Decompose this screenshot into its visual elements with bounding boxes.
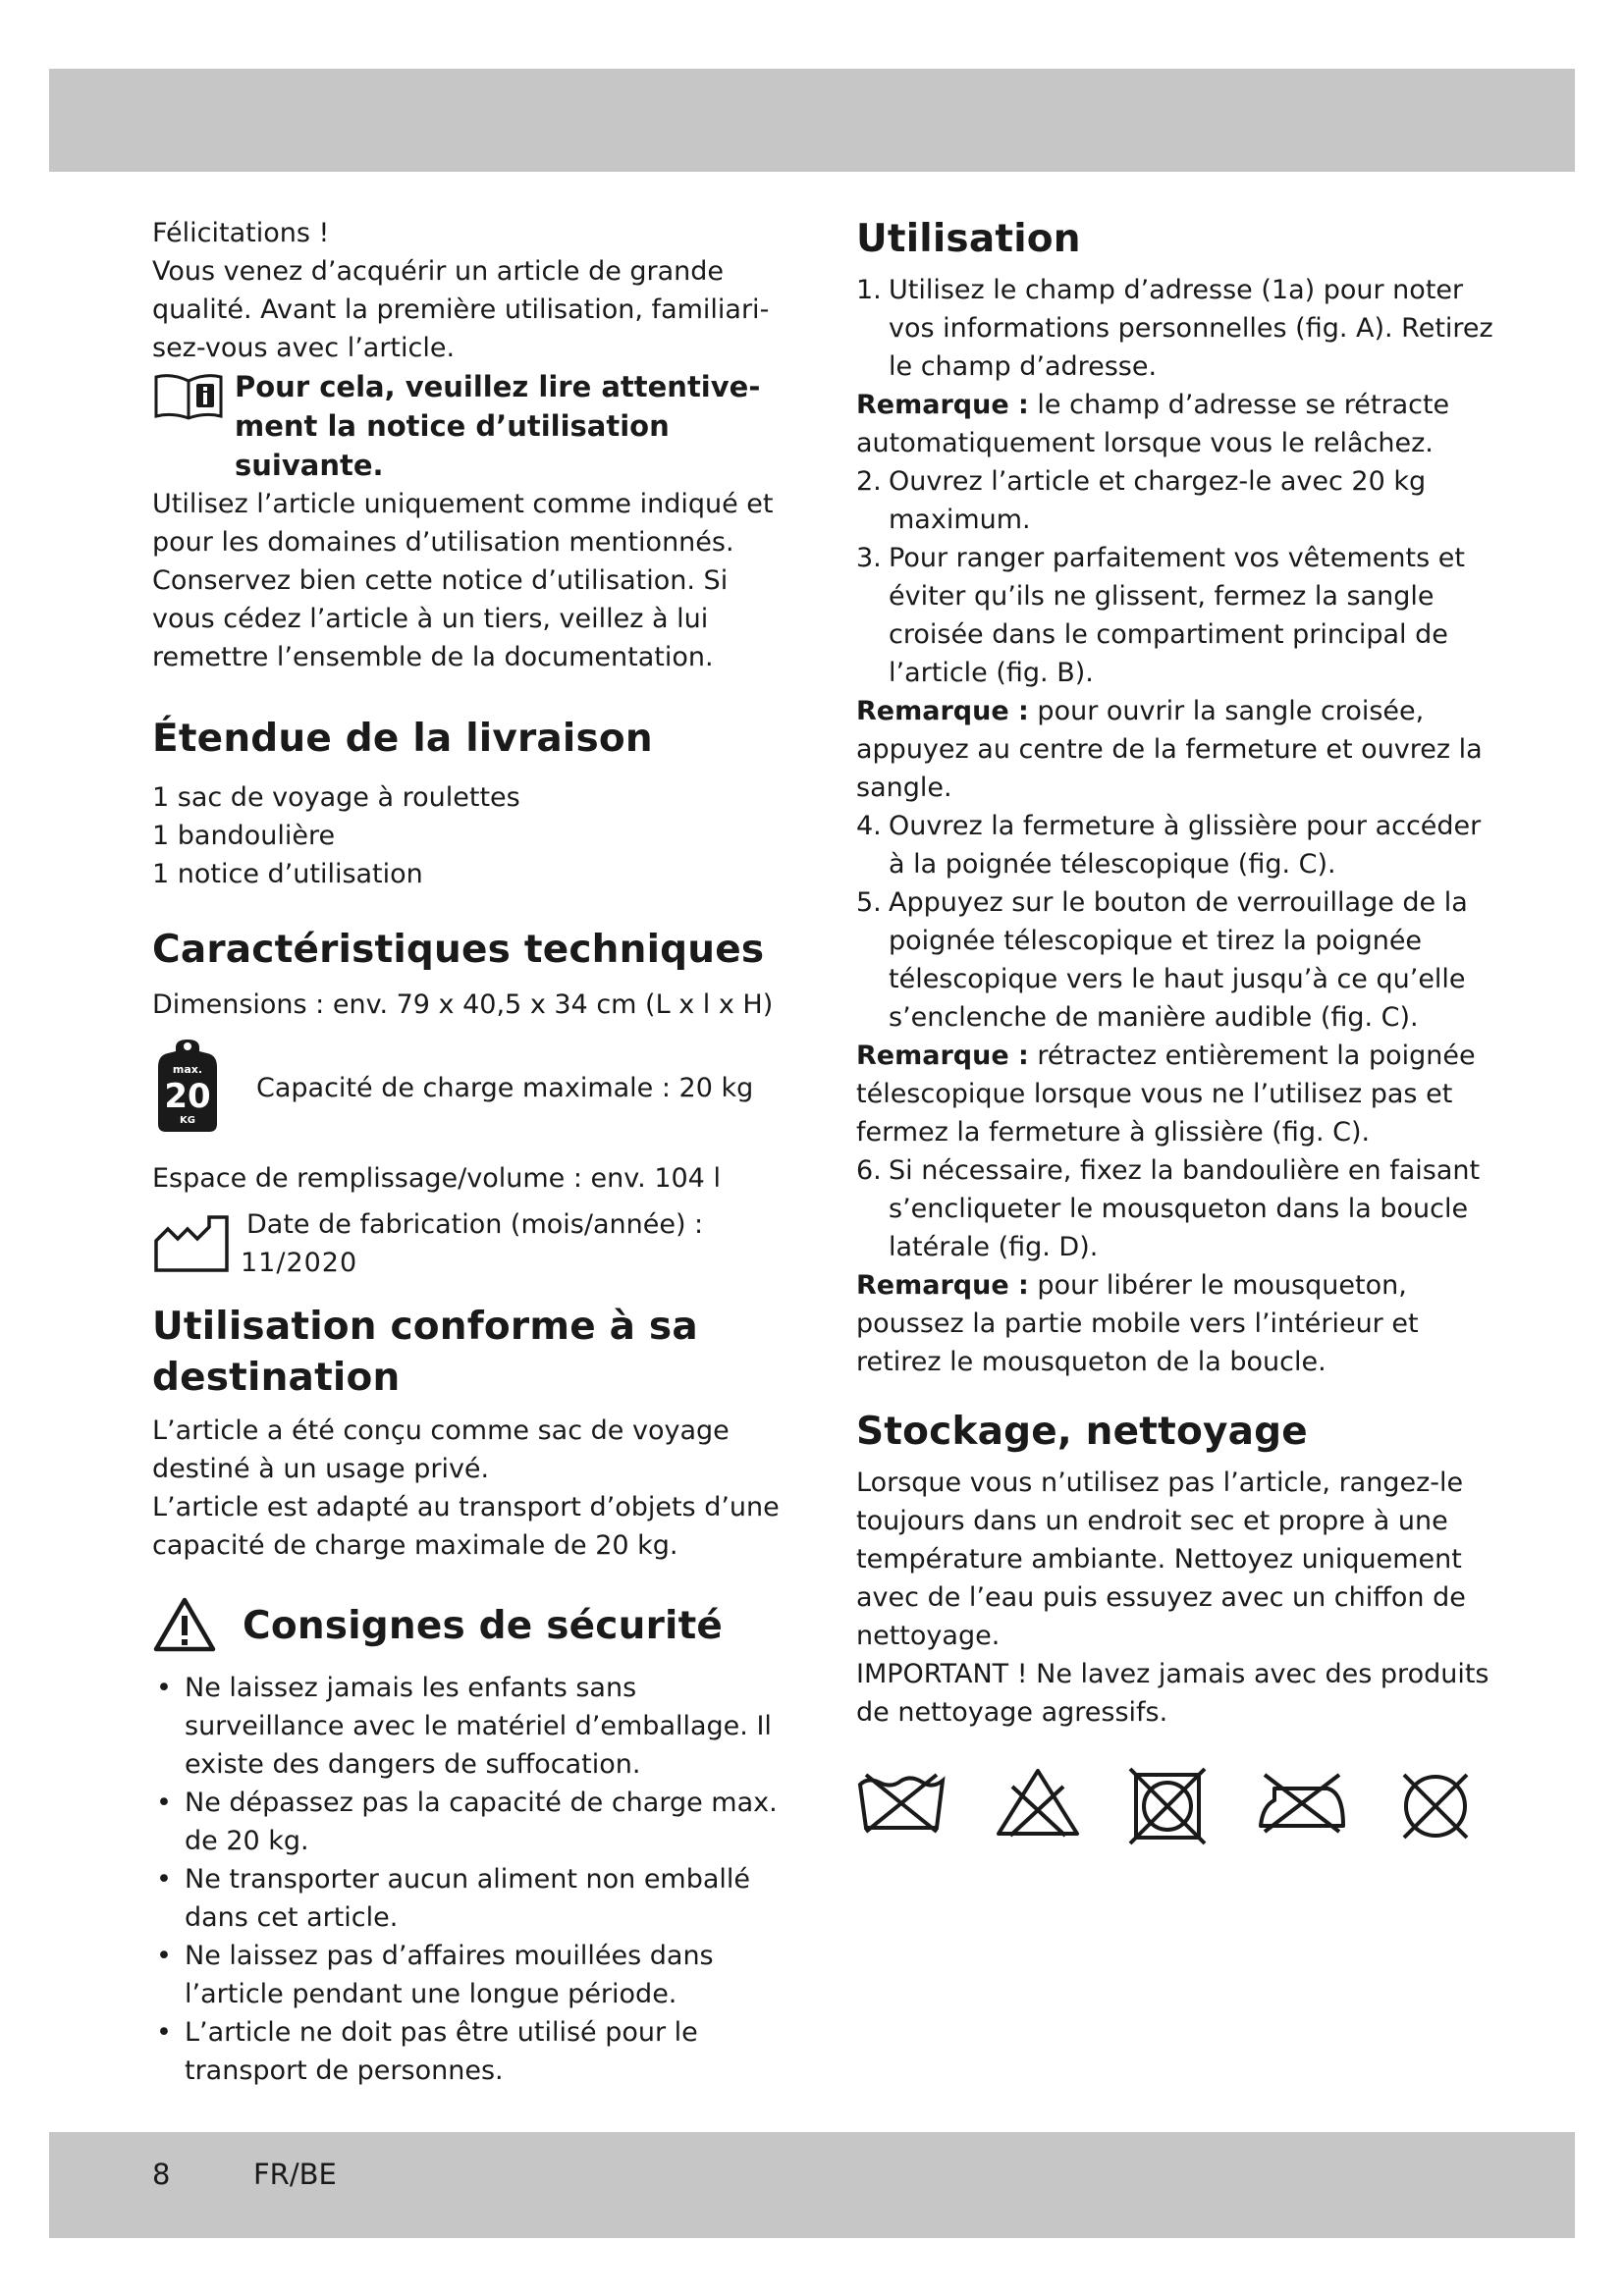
list-item: 1. Utilisez le champ d’adresse (1a) pour noter vos informations personnelles (fig. A). Retirez le champ d’adresse. <box>856 275 1493 382</box>
max-load-row <box>152 1038 781 1138</box>
care-symbols <box>856 1767 1475 1845</box>
list-item: • Ne laissez pas d’affaires mouillées dans l’article pendant une longue période. <box>156 1941 714 2009</box>
read-manual-text: Pour cela, veuillez lire attentivement la notice d’utilisation suivante. <box>235 370 761 482</box>
read-manual-notice <box>152 367 781 485</box>
list-item: 5. Appuyez sur le bouton de verrouillage de la poignée télescopique et tirez la poignée télescopique vers le haut jusqu’à ce qu’elle s’enclenche de manière audible (fig. C). <box>856 887 1468 1033</box>
list-item: • Ne transporter aucun aliment non emballé dans cet article. <box>156 1864 751 1933</box>
storage-text-1: Lorsque vous n’utilisez pas l’article, rangez-le toujours dans un endroit sec et propre à une température ambiante. Nettoyez uniquement avec de l’eau puis essuyez avec un chiffon de nettoyage. <box>856 1468 1466 1651</box>
intro-congrats: Félicitations ! <box>152 218 330 248</box>
left-column <box>152 214 781 2090</box>
warning-icon <box>152 1596 243 1657</box>
list-item: • Ne dépassez pas la capacité de charge max. de 20 kg. <box>156 1788 778 1856</box>
safety-heading-row <box>152 1596 781 1657</box>
weight-icon-top-text: max. <box>172 1063 203 1076</box>
usage-note-3: Remarque : rétractez entièrement la poignée télescopique lorsque vous ne l’utilisez pas et fermez la fermeture à glissière (fig. C). <box>856 1041 1476 1148</box>
list-item: 6. Si nécessaire, fixez la bandoulière en faisant s’encliqueter le mousqueton dans la boucle latérale (fig. D). <box>856 1155 1481 1262</box>
right-column <box>856 214 1494 1845</box>
usage-steps <box>856 271 1494 386</box>
safety-heading: Consignes de sécurité <box>243 1604 724 1648</box>
delivery-heading: Étendue de la livraison <box>152 717 653 761</box>
delivery-item: 1 notice d’utilisation <box>152 859 423 889</box>
intended-use-text-2: L’article est adapté au transport d’objets d’une capacité de charge maximale de 20 kg. <box>152 1492 780 1561</box>
list-item: 3. Pour ranger parfaitement vos vêtements et éviter qu’ils ne glissent, fermez la sangle croisée dans le compartiment principal de l’article (fig. B). <box>856 543 1465 688</box>
weight-icon-unit: KG <box>180 1115 195 1126</box>
storage-text-2: IMPORTANT ! Ne lavez jamais avec des produits de nettoyage agressifs. <box>856 1659 1489 1728</box>
usage-note-4: Remarque : pour libérer le mousqueton, poussez la partie mobile vers l’intérieur et retirez le mousqueton de la boucle. <box>856 1270 1419 1377</box>
storage-heading: Stockage, nettoyage <box>856 1410 1308 1454</box>
page-number: 8 <box>152 2158 171 2191</box>
usage-note-2: Remarque : pour ouvrir la sangle croisée, appuyez au centre de la fermeture et ouvrez la sangle. <box>856 696 1483 803</box>
manufacture-date-label: Date de fabrication (mois/année) : <box>246 1209 704 1240</box>
info-book-icon <box>152 371 229 426</box>
weight-icon <box>152 1038 229 1138</box>
header-band <box>49 69 1575 172</box>
do-not-bleach-icon <box>995 1767 1081 1838</box>
safety-list <box>152 1669 781 2090</box>
usage-intro: Utilisez l’article uniquement comme indiqué et pour les domaines d’utilisation mentionnés. Conservez bien cette notice d’utilisation. Si vous cédez l’article à un tiers, veillez à lui remettre l’ensemble de la documentation. <box>152 489 774 672</box>
max-load-text: Capacité de charge maximale : 20 kg <box>256 1072 754 1103</box>
do-not-tumble-dry-icon <box>1128 1767 1207 1845</box>
manufacture-date-value: 11/2020 <box>241 1248 358 1278</box>
list-item: 2. Ouvrez l’article et chargez-le avec 20 kg maximum. <box>856 466 1427 535</box>
manufacture-date-row <box>152 1205 781 1282</box>
volume-text: Espace de remplissage/volume : env. 104 l <box>152 1163 721 1194</box>
locale-code: FR/BE <box>253 2158 337 2191</box>
usage-heading: Utilisation <box>856 217 1081 261</box>
manufacture-date-icon <box>152 1213 229 1278</box>
do-not-iron-icon <box>1255 1767 1349 1836</box>
weight-icon-value: 20 <box>164 1077 211 1116</box>
intended-use-heading: Utilisation conforme à sa destination <box>152 1305 698 1400</box>
list-item: • Ne laissez jamais les enfants sans surveillance avec le matériel d’emballage. Il existe des dangers de suffocation. <box>156 1673 772 1780</box>
list-item: 4. Ouvrez la fermeture à glissière pour accéder à la poignée télescopique (fig. C). <box>856 811 1482 880</box>
delivery-item: 1 bandoulière <box>152 821 336 851</box>
specs-heading: Caractéristiques techniques <box>152 928 765 972</box>
specs-dimensions: Dimensions : env. 79 x 40,5 x 34 cm (L x l x H) <box>152 989 774 1020</box>
intended-use-text-1: L’article a été conçu comme sac de voyage destiné à un usage privé. <box>152 1415 730 1484</box>
do-not-dry-clean-icon <box>1396 1767 1475 1845</box>
intro-text: Vous venez d’acquérir un article de grande qualité. Avant la première utilisation, familiarisez-vous avec l’article. <box>152 256 770 363</box>
do-not-wash-icon <box>856 1767 947 1836</box>
usage-note-1: Remarque : le champ d’adresse se rétracte automatiquement lorsque vous le relâchez. <box>856 390 1450 458</box>
list-item: • L’article ne doit pas être utilisé pour le transport de personnes. <box>156 2017 698 2086</box>
delivery-item: 1 sac de voyage à roulettes <box>152 782 520 813</box>
